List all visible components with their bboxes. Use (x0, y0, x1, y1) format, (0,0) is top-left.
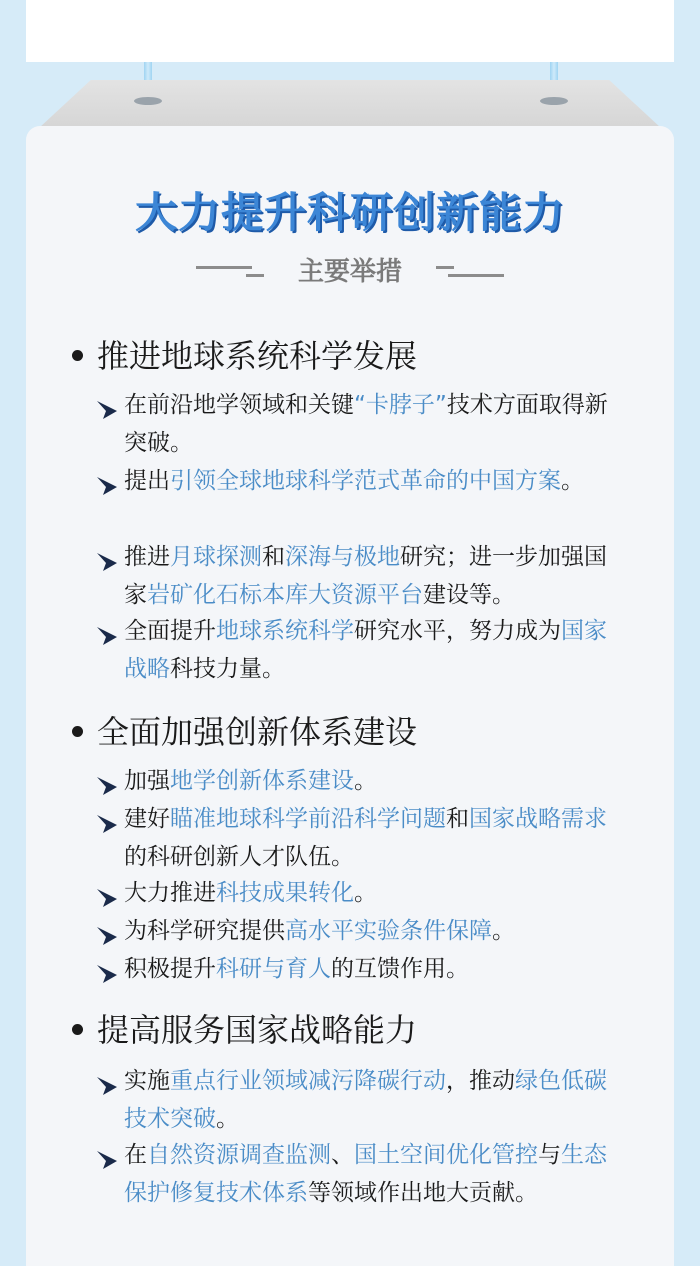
highlight-text: 月球探测 (170, 544, 262, 570)
plain-text: 实施 (124, 1068, 170, 1094)
bullet-icon (72, 1024, 83, 1035)
list-item-text (124, 800, 616, 876)
plain-text: 建好 (124, 806, 170, 832)
plain-text: 推进 (124, 544, 170, 570)
list-item (96, 912, 616, 950)
plain-text: 建设等。 (423, 582, 515, 608)
plain-text: 。 (561, 468, 584, 494)
hanger-cap-right (540, 97, 568, 105)
highlight-text: 自然资源调查监测 (147, 1142, 331, 1168)
plain-text: 科技力量。 (170, 656, 285, 682)
highlight-text: 岩矿化石标本库大资源平台 (147, 582, 423, 608)
list-item-text (124, 386, 616, 462)
plain-text: 加强 (124, 768, 170, 794)
plain-text: 技术方面取得新突破。 (124, 392, 608, 456)
subtitle-row (0, 252, 700, 292)
list-item (96, 762, 616, 800)
plain-text: 全面提升 (124, 618, 216, 644)
arrow-bullet-icon (96, 550, 118, 572)
plain-text: 和 (262, 544, 285, 570)
list-item-text (124, 538, 616, 614)
arrow-bullet-icon (96, 474, 118, 496)
highlight-text: 绿色低碳技术突破 (124, 1068, 607, 1132)
highlight-text: 国家战略 (124, 618, 607, 682)
top-card (26, 0, 674, 62)
plain-text: 积极提升 (124, 956, 216, 982)
arrow-bullet-icon (96, 398, 118, 420)
plain-text: 的科研创新人才队伍。 (124, 844, 354, 870)
plain-text: 、 (331, 1142, 354, 1168)
highlight-text: 高水平实验条件保障 (285, 918, 492, 944)
plain-text: 。 (354, 768, 377, 794)
plain-text: 。 (216, 1106, 239, 1132)
plain-text: 与 (538, 1142, 561, 1168)
list-item (96, 800, 616, 876)
list-item (96, 538, 616, 614)
list-item-text (124, 950, 616, 988)
highlight-text: 科技成果转化 (216, 880, 354, 906)
list-item-text (124, 874, 616, 912)
highlight-text: 地球系统科学 (216, 618, 354, 644)
plain-text: 提出 (124, 468, 170, 494)
list-item (96, 386, 616, 462)
list-item-text (124, 462, 616, 500)
section-title: 推进地球系统科学发展 (72, 334, 417, 378)
list-item (96, 1136, 616, 1212)
highlight-text: 国家战略需求 (469, 806, 607, 832)
section-title: 全面加强创新体系建设 (72, 710, 417, 754)
highlight-text: 国土空间优化管控 (354, 1142, 538, 1168)
highlight-text: 深海与极地 (285, 544, 400, 570)
plain-text: 为科学研究提供 (124, 918, 285, 944)
list-item (96, 1062, 616, 1138)
bullet-icon (72, 350, 83, 361)
highlight-text: “卡脖子” (354, 392, 447, 418)
plain-text: 在前沿地学领域和关键 (124, 392, 354, 418)
list-item-text (124, 1136, 616, 1212)
highlight-text: 科研与育人 (216, 956, 331, 982)
highlight-text: 重点行业领域减污降碳行动 (170, 1068, 446, 1094)
plain-text: 。 (354, 880, 377, 906)
page-title: 大力提升科研创新能力 (134, 188, 565, 237)
list-item-text (124, 762, 616, 800)
arrow-bullet-icon (96, 886, 118, 908)
list-item (96, 462, 616, 500)
arrow-bullet-icon (96, 812, 118, 834)
list-item-text (124, 1062, 616, 1138)
highlight-text: 引领全球地球科学范式革命的中国方案 (170, 468, 561, 494)
arrow-bullet-icon (96, 624, 118, 646)
plain-text: 大力推进 (124, 880, 216, 906)
arrow-bullet-icon (96, 774, 118, 796)
plain-text: 研究水平，努力成为 (354, 618, 561, 644)
arrow-bullet-icon (96, 1148, 118, 1170)
plain-text: 等领域作出地大贡献。 (308, 1180, 538, 1206)
list-item-text (124, 612, 616, 688)
plain-text: 的互馈作用。 (331, 956, 469, 982)
plain-text: 研究；进一步加强国家 (124, 544, 607, 608)
section-title: 提高服务国家战略能力 (72, 1008, 417, 1052)
list-item (96, 612, 616, 688)
subtitle: 主要举措 (297, 257, 402, 287)
plain-text: 在 (124, 1142, 147, 1168)
bullet-icon (72, 726, 83, 737)
list-item-text (124, 912, 616, 950)
arrow-bullet-icon (96, 962, 118, 984)
arrow-bullet-icon (96, 1074, 118, 1096)
plain-text: ，推动 (446, 1068, 515, 1094)
plain-text: 。 (492, 918, 515, 944)
highlight-text: 地学创新体系建设 (170, 768, 354, 794)
list-item (96, 874, 616, 912)
hanger-cap-left (134, 97, 162, 105)
plain-text: 和 (446, 806, 469, 832)
highlight-text: 瞄准地球科学前沿科学问题 (170, 806, 446, 832)
highlight-text: 生态保护修复技术体系 (124, 1142, 607, 1206)
list-item (96, 950, 616, 988)
arrow-bullet-icon (96, 924, 118, 946)
